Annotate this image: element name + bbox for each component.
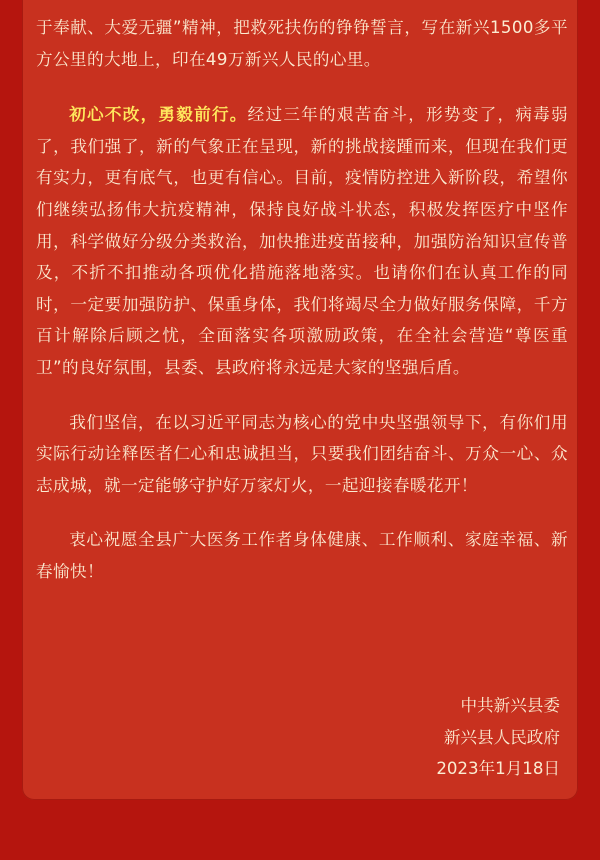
paragraph-1: 于奉献、大爱无疆”精神，把救死扶伤的铮铮誓言，写在新兴1500多平方公里的大地上，印在49万新兴人民的心里。 <box>36 18 568 69</box>
paragraph-3: 我们坚信，在以习近平同志为核心的党中央坚强领导下，有你们用实际行动诠释医者仁心和忠诚担当，只要我们团结奋斗、万众一心、众志成城，就一定能够守护好万家灯火，一起迎接春暖花开！ <box>36 412 568 495</box>
paragraph-2-text: 经过三年的艰苦奋斗，形势变了，病毒弱了，我们强了，新的气象正在呈现，新的挑战接踵而来，但现在我们更有实力，更有底气，也更有信心。目前，疫情防控进入新阶段，希望你们继续弘扬伟大抗疫精神，保持良好战斗状态，积极发挥医疗中坚作用，科学做好分级分类救治，加快推进疫苗接种，加强防治知识宣传普及，不折不扣推动各项优化措施落地落实。也请你们在认真工作的同时，一定要加强防护、保重身体，我们将竭尽全力做好服务保障，千方百计解除后顾之忧，全面落实各项激励政策，在全社会营造“尊医重卫”的良好氛围，县委、县政府将永远是大家的坚强后盾。 <box>36 105 568 377</box>
signature-org-1: 中共新兴县委 <box>460 696 560 715</box>
signature-org-2: 新兴县人民政府 <box>443 727 560 747</box>
paragraph-4: 衷心祝愿全县广大医务工作者身体健康、工作顺利、家庭幸福、新春愉快！ <box>36 530 568 581</box>
letter-body <box>36 12 568 611</box>
paragraph-2 <box>36 99 568 383</box>
signature-date: 2023年1月18日 <box>436 759 560 779</box>
paragraph-2-heading: 初心不改，勇毅前行。 <box>69 105 248 125</box>
signature-block <box>360 690 560 785</box>
